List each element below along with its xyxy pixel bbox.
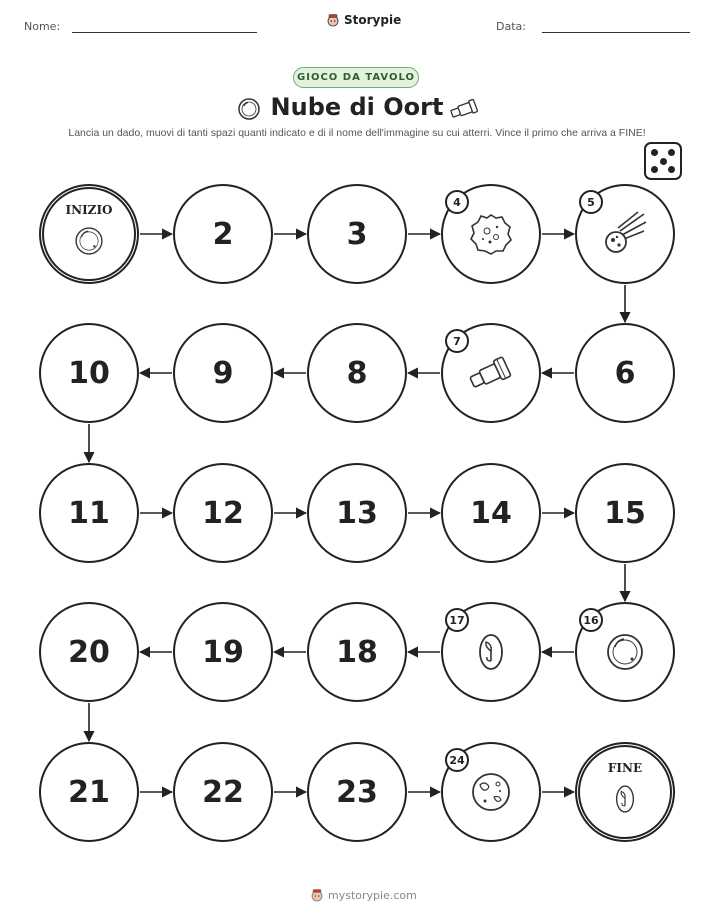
board-space-23 [307, 742, 407, 842]
board-space-8 [307, 323, 407, 423]
space-number: 13 [336, 495, 378, 531]
space-number: 18 [336, 634, 378, 670]
space-number-tag: 16 [579, 608, 603, 632]
space-number: 11 [68, 495, 110, 531]
space-number: 20 [68, 634, 110, 670]
finish-label: FINE [607, 761, 643, 775]
board-space-18 [307, 602, 407, 702]
brand-name: Storypie [344, 13, 402, 27]
space-number: 22 [202, 774, 244, 810]
space-number-tag: 24 [445, 748, 469, 772]
board-space-12 [173, 463, 273, 563]
board-space-6 [575, 323, 675, 423]
board-space-15 [575, 463, 675, 563]
space-number: 2 [212, 216, 234, 252]
board-space-21 [39, 742, 139, 842]
seed-icon [466, 627, 516, 677]
board-space-17 [441, 602, 541, 702]
board-space-3 [307, 184, 407, 284]
space-number: 19 [202, 634, 244, 670]
board-space-14 [441, 463, 541, 563]
board-space-22 [173, 742, 273, 842]
asteroid-icon [466, 209, 516, 259]
space-number: 23 [336, 774, 378, 810]
board-space-2 [173, 184, 273, 284]
bubble-icon [70, 222, 108, 260]
storypie-mascot-icon [310, 888, 324, 902]
start-space [39, 184, 139, 284]
space-number: 3 [346, 216, 368, 252]
space-number: 9 [212, 355, 234, 391]
planet-icon [466, 767, 516, 817]
space-number: 10 [68, 355, 110, 391]
board-space-5 [575, 184, 675, 284]
space-number: 15 [604, 495, 646, 531]
telescope-icon [466, 348, 516, 398]
footer [310, 888, 417, 902]
name-label: Nome: [24, 20, 61, 33]
board-space-7 [441, 323, 541, 423]
board-space-13 [307, 463, 407, 563]
game-instructions: Lancia un dado, muovi di tanti spazi quanti indicato e di il nome dell'immagine su cui atterri. Vince il primo che arriva a FINE! [68, 127, 646, 139]
board-space-24 [441, 742, 541, 842]
footer-site: mystorypie.com [328, 888, 417, 902]
space-number: 6 [614, 355, 636, 391]
page-title: Nube di Oort [270, 93, 444, 121]
board-space-10 [39, 323, 139, 423]
board-space-20 [39, 602, 139, 702]
space-number: 14 [470, 495, 512, 531]
seed-icon [606, 780, 644, 818]
board-space-4 [441, 184, 541, 284]
space-number-tag: 7 [445, 329, 469, 353]
space-number: 8 [346, 355, 368, 391]
board-space-11 [39, 463, 139, 563]
board-space-19 [173, 602, 273, 702]
board-space-16 [575, 602, 675, 702]
bubble-icon [600, 627, 650, 677]
comet-icon [600, 209, 650, 259]
start-label: INIZIO [65, 203, 113, 217]
space-number: 12 [202, 495, 244, 531]
date-label: Data: [496, 20, 526, 33]
space-number-tag: 5 [579, 190, 603, 214]
space-number-tag: 4 [445, 190, 469, 214]
space-number: 21 [68, 774, 110, 810]
space-number-tag: 17 [445, 608, 469, 632]
game-type-badge: GIOCO DA TAVOLO [293, 67, 419, 88]
finish-space [575, 742, 675, 842]
board-space-9 [173, 323, 273, 423]
